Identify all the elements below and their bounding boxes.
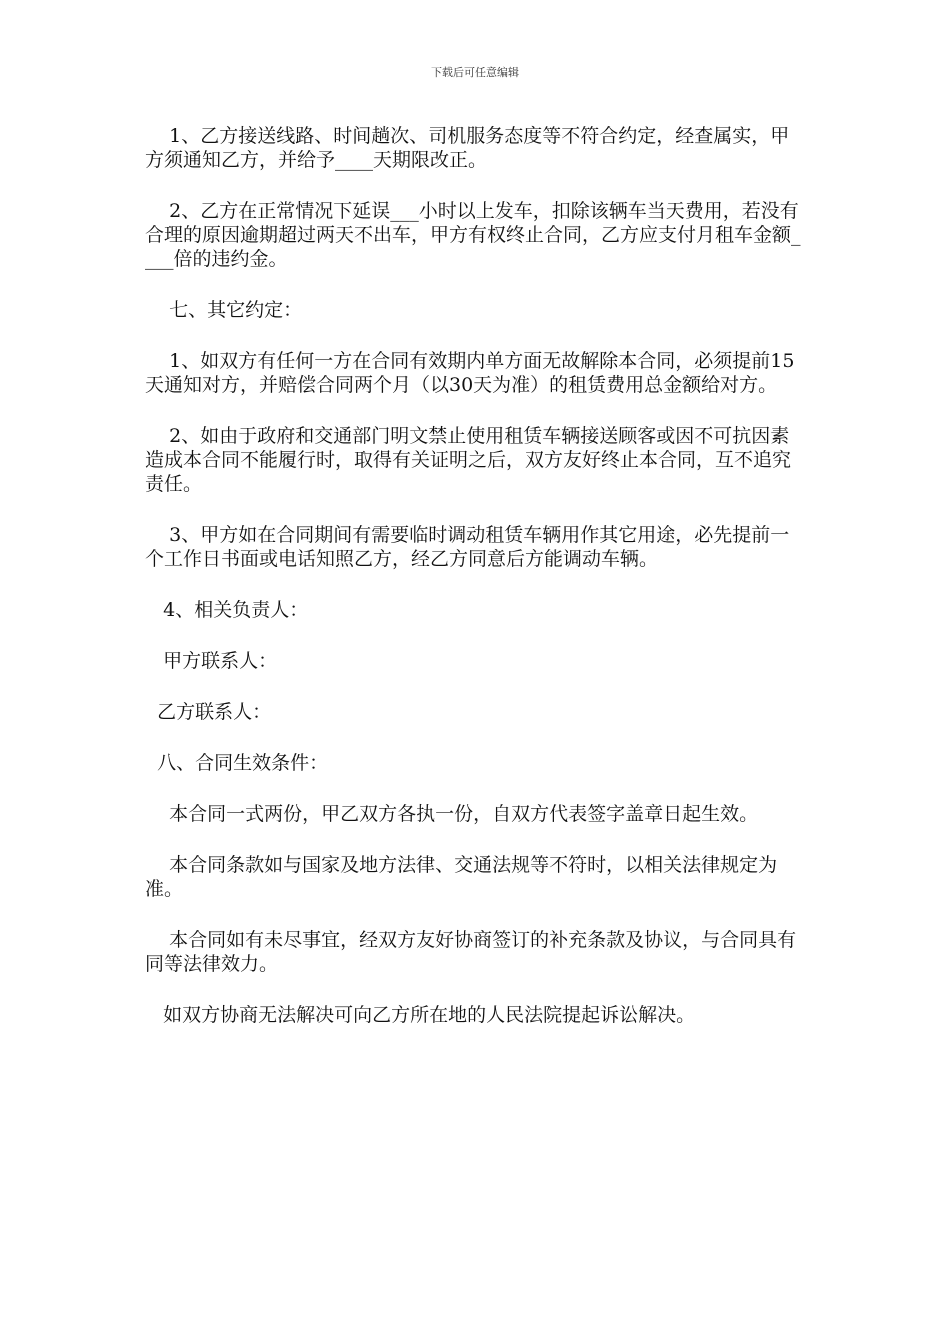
clause-paragraph: 本合同条款如与国家及地方法律、交通法规等不符时，以相关法律规定为准。	[145, 854, 778, 900]
clause-paragraph: 2、如由于政府和交通部门明文禁止使用租赁车辆接送顾客或因不可抗因素造成本合同不能履行时，取得有关证明之后，双方友好终止本合同，互不追究责任。	[145, 425, 792, 495]
clause-paragraph: 4、相关负责人：	[145, 599, 309, 621]
contact-line: 甲方联系人：	[145, 650, 278, 672]
clause-paragraph: 1、乙方接送线路、时间趟次、司机服务态度等不符合约定，经查属实，甲方须通知乙方，并给予____天期限改正。	[145, 125, 790, 171]
section-heading: 七、其它约定：	[145, 299, 303, 321]
clause-paragraph: 如双方协商无法解决可向乙方所在地的人民法院提起诉讼解决。	[145, 1004, 696, 1026]
clause-paragraph: 3、甲方如在合同期间有需要临时调动租赁车辆用作其它用途，必先提前一个工作日书面或电话知照乙方，经乙方同意后方能调动车辆。	[145, 524, 790, 570]
clause-paragraph: 本合同一式两份，甲乙双方各执一份，自双方代表签字盖章日起生效。	[145, 803, 759, 825]
clause-paragraph: 本合同如有未尽事宜，经双方友好协商签订的补充条款及协议，与合同具有同等法律效力。	[145, 929, 797, 975]
section-heading: 八、合同生效条件：	[145, 752, 329, 774]
clause-paragraph: 2、乙方在正常情况下延误___小时以上发车，扣除该辆车当天费用，若没有合理的原因逾期超过两天不出车，甲方有权终止合同，乙方应支付月租车金额____倍的违约金。	[145, 200, 801, 270]
document-body	[145, 124, 807, 1027]
clause-paragraph: 1、如双方有任何一方在合同有效期内单方面无故解除本合同，必须提前15天通知对方，并赔偿合同两个月（以30天为准）的租赁费用总金额给对方。	[145, 350, 795, 396]
page-header: 下载后可任意编辑	[431, 66, 519, 79]
contact-line: 乙方联系人：	[145, 701, 272, 723]
